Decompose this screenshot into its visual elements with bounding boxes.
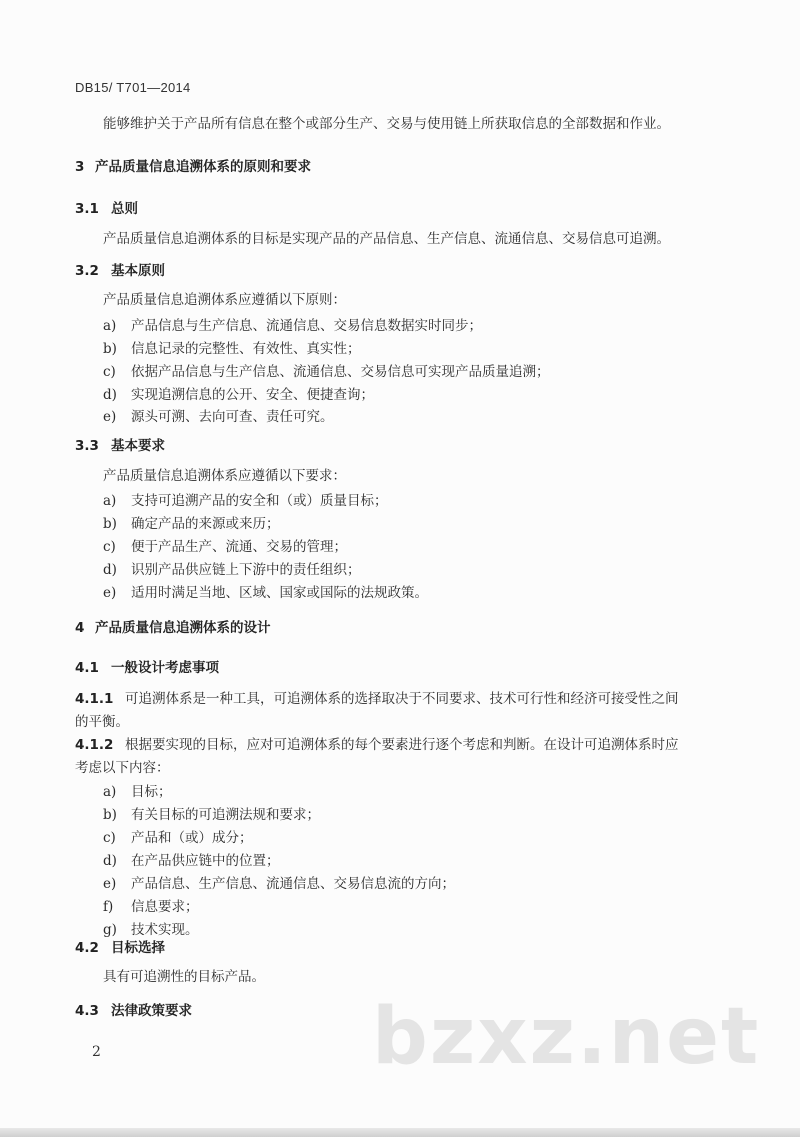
section-3-2-heading [75,262,165,280]
list-text: 信息要求； [131,899,199,915]
list-item [103,492,388,510]
list-label: g) [103,922,117,938]
section-3-3-heading [75,437,165,455]
list-item [103,515,280,533]
section-title: 总则 [111,201,138,217]
list-item [103,584,428,602]
page-number: 2 [92,1044,101,1060]
clause-text: 可追溯体系是一种工具，可追溯体系的选择取决于不同要求、技术可行性和经济可接受性之间 [125,691,679,707]
list-text: 实现追溯信息的公开、安全、便捷查询； [131,387,374,403]
list-label: e) [103,876,117,892]
section-number: 4.1 [75,660,99,676]
clause-4-1-2-continuation: 考虑以下内容： [75,760,170,776]
list-item [103,829,253,847]
watermark: bzxz.net [372,992,761,1082]
list-text: 信息记录的完整性、有效性、真实性； [131,341,361,357]
list-item [103,317,482,335]
list-label: d) [103,562,117,578]
list-label: a) [103,318,117,334]
list-label: e) [103,409,117,425]
list-label: e) [103,585,117,601]
list-label: a) [103,493,117,509]
list-label: c) [103,364,116,380]
section-title: 产品质量信息追溯体系的设计 [95,620,271,636]
list-text: 产品信息、生产信息、流通信息、交易信息流的方向； [131,876,455,892]
list-text: 技术实现。 [131,922,199,938]
standard-code: DB15/ T701—2014 [75,80,191,95]
section-3-3-lead: 产品质量信息追溯体系应遵循以下要求： [103,468,346,484]
section-number: 3 [75,159,85,175]
section-number: 4.3 [75,1003,99,1019]
clause-number: 4.1.2 [75,737,114,753]
section-title: 目标选择 [111,940,165,956]
section-number: 3.2 [75,263,99,279]
section-3-1-body: 产品质量信息追溯体系的目标是实现产品的产品信息、生产信息、流通信息、交易信息可追溯。 [103,231,670,247]
section-3-2-lead: 产品质量信息追溯体系应遵循以下原则： [103,292,346,308]
list-text: 在产品供应链中的位置； [131,853,280,869]
list-label: b) [103,516,117,532]
list-text: 适用时满足当地、区域、国家或国际的法规政策。 [131,585,428,601]
clause-4-1-1 [75,690,679,708]
list-label: d) [103,853,117,869]
clause-number: 4.1.1 [75,691,114,707]
section-4-heading [75,619,271,637]
section-4-3-heading [75,1002,192,1020]
section-4-1-heading [75,659,219,677]
list-item [103,783,172,801]
section-3-heading [75,158,311,176]
clause-4-1-2 [75,736,679,754]
section-title: 基本原则 [111,263,165,279]
list-text: 识别产品供应链上下游中的责任组织； [131,562,361,578]
list-item [103,408,334,426]
list-item [103,538,347,556]
list-item [103,363,550,381]
list-item [103,875,455,893]
section-number: 4 [75,620,85,636]
section-4-2-body: 具有可追溯性的目标产品。 [103,969,265,985]
list-label: a) [103,784,117,800]
list-item [103,561,361,579]
list-text: 产品信息与生产信息、流通信息、交易信息数据实时同步； [131,318,482,334]
section-title: 一般设计考虑事项 [111,660,219,676]
list-text: 有关目标的可追溯法规和要求； [131,807,320,823]
list-label: f) [103,899,114,915]
section-title: 产品质量信息追溯体系的原则和要求 [95,159,311,175]
list-text: 依据产品信息与生产信息、流通信息、交易信息可实现产品质量追溯； [131,364,550,380]
list-label: c) [103,830,116,846]
list-text: 便于产品生产、流通、交易的管理； [131,539,347,555]
list-label: d) [103,387,117,403]
section-number: 3.3 [75,438,99,454]
page-edge [0,1128,800,1137]
section-3-1-heading [75,200,138,218]
list-item [103,852,280,870]
list-item [103,806,320,824]
list-label: b) [103,807,117,823]
list-text: 源头可溯、去向可查、责任可究。 [131,409,334,425]
list-label: c) [103,539,116,555]
list-text: 产品和（或）成分； [131,830,253,846]
list-item [103,340,361,358]
section-number: 3.1 [75,201,99,217]
list-text: 确定产品的来源或来历； [131,516,280,532]
list-text: 目标； [131,784,172,800]
list-text: 支持可追溯产品的安全和（或）质量目标； [131,493,388,509]
clause-text: 根据要实现的目标，应对可追溯体系的每个要素进行逐个考虑和判断。在设计可追溯体系时应 [125,737,679,753]
section-number: 4.2 [75,940,99,956]
list-item [103,898,199,916]
section-4-2-heading [75,939,165,957]
clause-4-1-1-continuation: 的平衡。 [75,714,129,730]
list-item [103,921,199,939]
intro-paragraph: 能够维护关于产品所有信息在整个或部分生产、交易与使用链上所获取信息的全部数据和作业。 [103,116,670,132]
section-title: 法律政策要求 [111,1003,192,1019]
list-label: b) [103,341,117,357]
list-item [103,386,374,404]
section-title: 基本要求 [111,438,165,454]
